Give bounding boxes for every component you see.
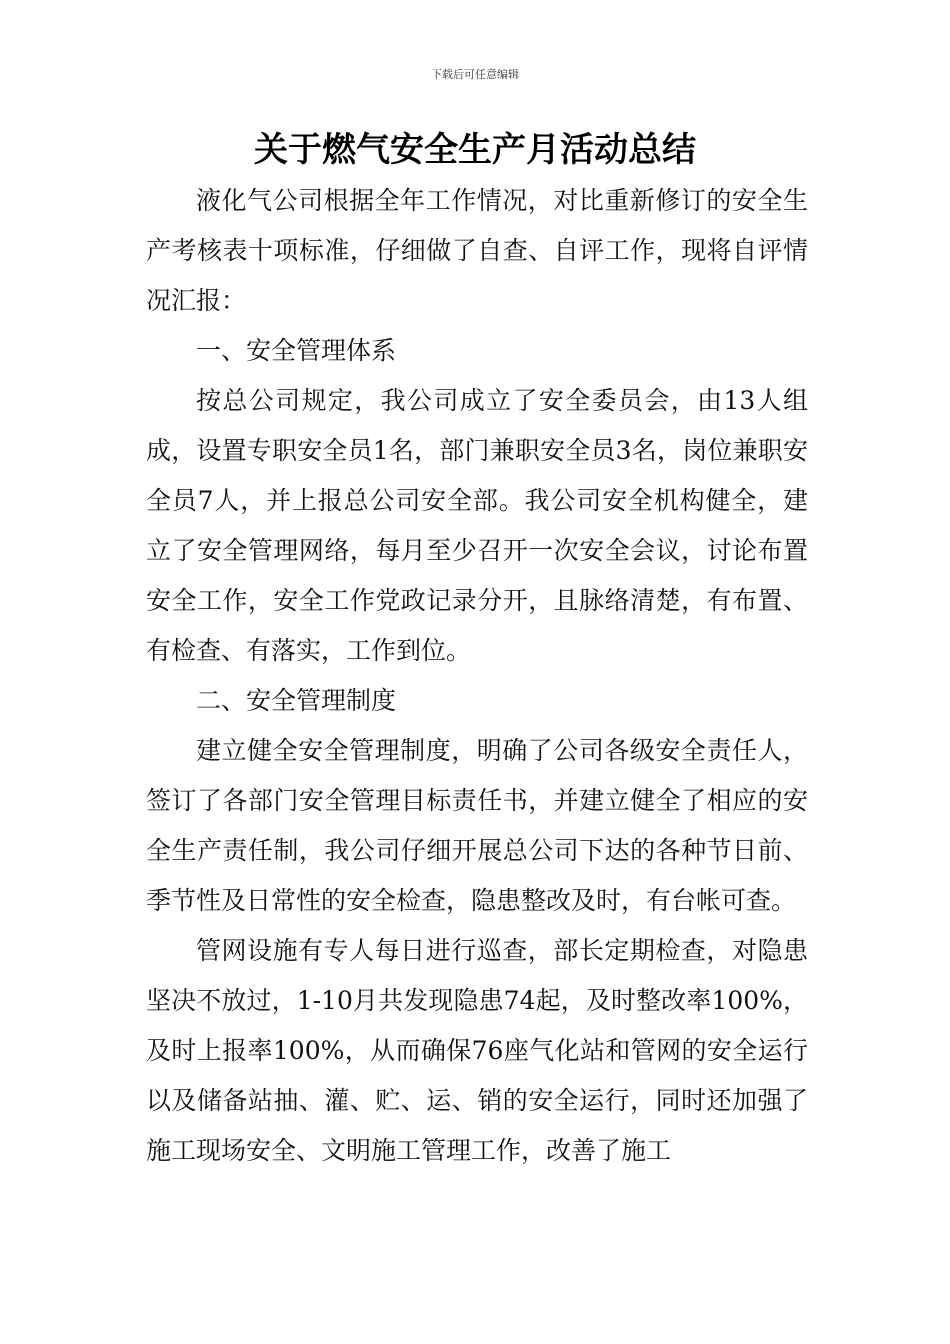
intro-paragraph: 液化气公司根据全年工作情况，对比重新修订的安全生产考核表十项标准，仔细做了自查、自评工作，现将自评情况汇报： (146, 186, 808, 315)
section-2-paragraph-2: 管网设施有专人每日进行巡查，部长定期检查，对隐患坚决不放过，1-10月共发现隐患74起，及时整改率100%，及时上报率100%，从而确保76座气化站和管网的安全运行以及储备站抽、灌、贮、运、销的安全运行，同时还加强了施工现场安全、文明施工管理工作，改善了施工 (146, 936, 808, 1165)
header-note: 下载后可任意编辑 (431, 68, 519, 81)
section-1-paragraph: 按总公司规定，我公司成立了安全委员会，由13人组成，设置专职安全员1名，部门兼职安全员3名，岗位兼职安全员7人，并上报总公司安全部。我公司安全机构健全，建立了安全管理网络，每月至少召开一次安全会议，讨论布置安全工作，安全工作党政记录分开，且脉络清楚，有布置、有检查、有落实，工作到位。 (146, 386, 808, 665)
section-heading-1: 一、安全管理体系 (196, 336, 397, 365)
document-title: 关于燃气安全生产月活动总结 (254, 130, 696, 170)
document-body (146, 176, 808, 1176)
section-2-paragraph-1: 建立健全安全管理制度，明确了公司各级安全责任人，签订了各部门安全管理目标责任书，并建立健全了相应的安全生产责任制，我公司仔细开展总公司下达的各种节日前、季节性及日常性的安全检查，隐患整改及时，有台帐可查。 (146, 736, 808, 915)
section-heading-2: 二、安全管理制度 (196, 686, 397, 715)
